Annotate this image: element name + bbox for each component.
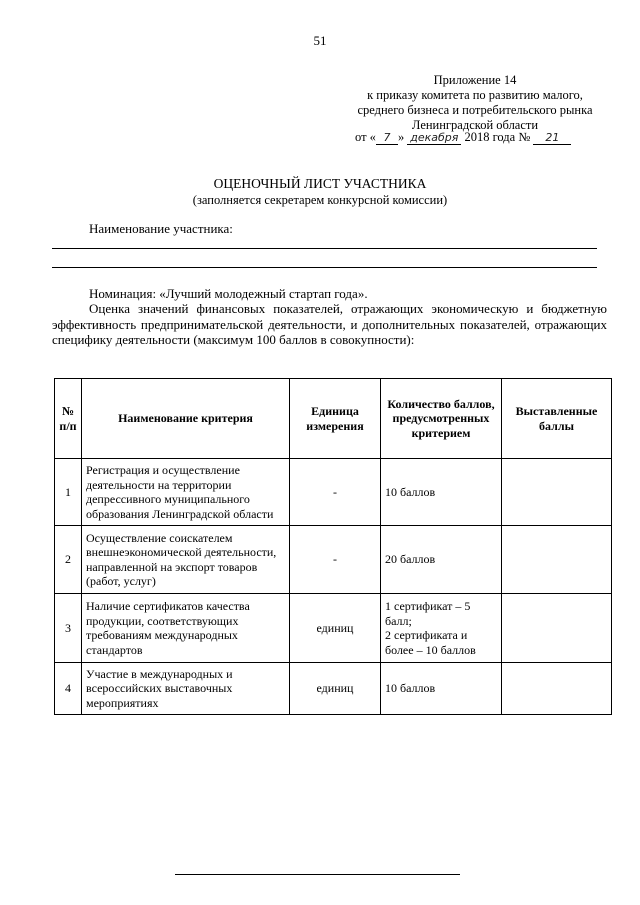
participant-name-line — [52, 248, 597, 249]
nomination-text: Номинация: «Лучший молодежный стартап года». — [89, 286, 368, 301]
participant-name-label: Наименование участника: — [89, 221, 233, 236]
row-num: 4 — [55, 663, 82, 715]
row-unit: - — [290, 526, 381, 594]
order-year: 2018 года — [464, 130, 516, 144]
row-awarded[interactable] — [502, 594, 612, 663]
row-awarded[interactable] — [502, 663, 612, 715]
order-date-line — [355, 130, 571, 145]
row-points: 10 баллов — [381, 663, 502, 715]
row-num: 2 — [55, 526, 82, 594]
order-month: декабря — [407, 132, 461, 145]
row-awarded[interactable] — [502, 526, 612, 594]
appendix-line: к приказу комитета по развитию малого, — [367, 88, 583, 102]
table-row — [55, 663, 612, 715]
description-paragraph: Оценка значений финансовых показателей, отражающих экономическую и бюджетную эффективность предпринимательской деятельности, и дополнительных показателей, отражающих специфику деятельности (максимум 100 баллов в совокупности): — [52, 301, 607, 347]
document-subtitle: (заполняется секретарем конкурсной комиссии) — [192, 193, 448, 207]
row-criterion: Участие в международных и всероссийских выставочных мероприятиях — [82, 663, 290, 715]
row-points: 1 сертификат – 5 балл; 2 сертификата и более – 10 баллов — [381, 594, 502, 663]
header-points: Количество баллов, предусмотренных критерием — [381, 379, 502, 459]
row-points: 10 баллов — [381, 459, 502, 526]
date-mid: » — [397, 130, 405, 144]
appendix-line: Приложение 14 — [433, 73, 517, 87]
table-row — [55, 526, 612, 594]
date-prefix: от « — [355, 130, 376, 144]
participant-name-line — [52, 267, 597, 268]
row-unit: единиц — [290, 663, 381, 715]
appendix-header — [330, 73, 620, 133]
row-criterion: Регистрация и осуществление деятельности на территории депрессивного муниципального образования Ленинградской области — [82, 459, 290, 526]
header-unit: Единица измерения — [290, 379, 381, 459]
footer-rule — [175, 874, 460, 875]
appendix-line: Ленинградской области — [411, 118, 539, 132]
row-num: 3 — [55, 594, 82, 663]
row-unit: - — [290, 459, 381, 526]
table-header-row — [55, 379, 612, 459]
row-criterion: Наличие сертификатов качества продукции, соответствующих требованиям международных стандартов — [82, 594, 290, 663]
order-number: 21 — [533, 132, 571, 145]
row-criterion: Осуществление соискателем внешнеэкономической деятельности, направленной на экспорт товаров (работ, услуг) — [82, 526, 290, 594]
document-title: ОЦЕНОЧНЫЙ ЛИСТ УЧАСТНИКА — [213, 176, 427, 191]
row-unit: единиц — [290, 594, 381, 663]
table-row — [55, 594, 612, 663]
header-awarded: Выставленные баллы — [502, 379, 612, 459]
header-num: № п/п — [55, 379, 82, 459]
row-num: 1 — [55, 459, 82, 526]
criteria-table — [54, 378, 612, 715]
appendix-line: среднего бизнеса и потребительского рынка — [357, 103, 593, 117]
number-prefix: № — [518, 130, 531, 144]
order-day: 7 — [376, 132, 398, 145]
row-points: 20 баллов — [381, 526, 502, 594]
header-criterion: Наименование критерия — [82, 379, 290, 459]
page-number: 51 — [313, 33, 327, 48]
row-awarded[interactable] — [502, 459, 612, 526]
table-row — [55, 459, 612, 526]
